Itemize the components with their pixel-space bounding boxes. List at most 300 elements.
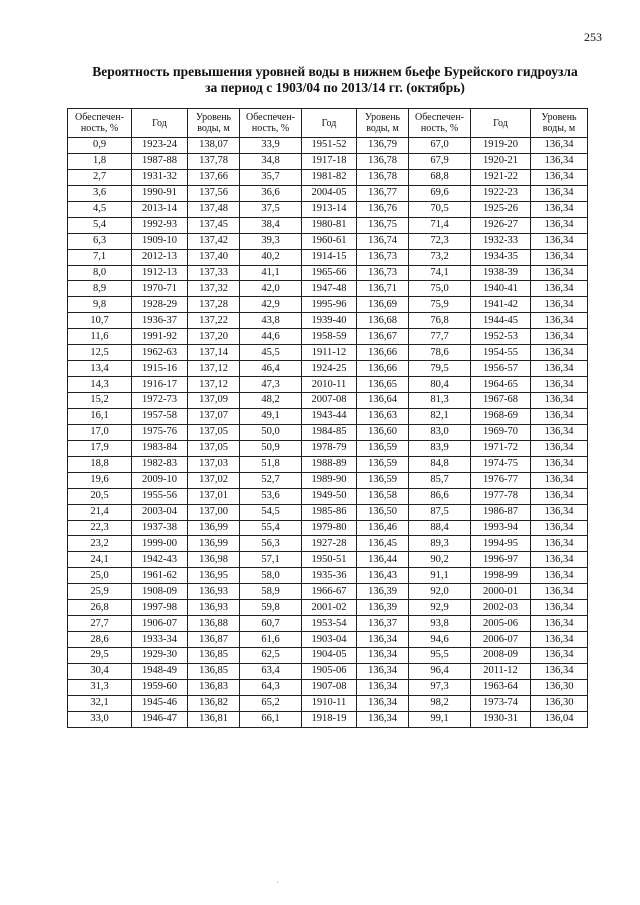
header-level-1: Уровень воды, м: [188, 109, 240, 138]
level-cell: 137,66: [188, 169, 240, 185]
level-cell: 136,99: [188, 520, 240, 536]
probability-cell: 52,7: [240, 472, 302, 488]
year-cell: 1995-96: [302, 297, 357, 313]
probability-cell: 99,1: [409, 711, 471, 727]
probability-cell: 93,8: [409, 616, 471, 632]
level-cell: 137,32: [188, 281, 240, 297]
probability-cell: 35,7: [240, 169, 302, 185]
table-header-row: [68, 109, 588, 138]
year-cell: 1904-05: [302, 648, 357, 664]
probability-cell: 1,8: [68, 153, 132, 169]
level-cell: 136,44: [357, 552, 409, 568]
probability-cell: 87,5: [409, 504, 471, 520]
probability-cell: 23,2: [68, 536, 132, 552]
probability-cell: 69,6: [409, 185, 471, 201]
probability-cell: 49,1: [240, 408, 302, 424]
level-cell: 136,34: [531, 440, 588, 456]
probability-cell: 70,5: [409, 201, 471, 217]
table-row: [68, 201, 588, 217]
header-probability-2: Обеспечен-ность, %: [240, 109, 302, 138]
year-cell: 2007-08: [302, 393, 357, 409]
year-cell: 1972-73: [132, 393, 188, 409]
year-cell: 1940-41: [471, 281, 531, 297]
table-row: [68, 345, 588, 361]
header-year-2: Год: [302, 109, 357, 138]
probability-cell: 92,9: [409, 600, 471, 616]
level-cell: 136,34: [531, 169, 588, 185]
probability-cell: 20,5: [68, 488, 132, 504]
probability-cell: 81,3: [409, 393, 471, 409]
level-cell: 137,14: [188, 345, 240, 361]
year-cell: 1957-58: [132, 408, 188, 424]
level-cell: 137,40: [188, 249, 240, 265]
header-level-3: Уровень воды, м: [531, 109, 588, 138]
probability-cell: 55,4: [240, 520, 302, 536]
table-row: [68, 440, 588, 456]
level-cell: 136,78: [357, 169, 409, 185]
table-row: [68, 695, 588, 711]
year-cell: 1976-77: [471, 472, 531, 488]
level-cell: 136,34: [531, 185, 588, 201]
probability-cell: 8,0: [68, 265, 132, 281]
year-cell: 2013-14: [132, 201, 188, 217]
year-cell: 2005-06: [471, 616, 531, 632]
level-cell: 136,34: [531, 153, 588, 169]
level-cell: 136,74: [357, 233, 409, 249]
table-row: [68, 169, 588, 185]
level-cell: 136,93: [188, 584, 240, 600]
year-cell: 1916-17: [132, 377, 188, 393]
year-cell: 1951-52: [302, 138, 357, 154]
probability-cell: 50,0: [240, 424, 302, 440]
probability-cell: 33,0: [68, 711, 132, 727]
level-cell: 137,33: [188, 265, 240, 281]
table-row: [68, 488, 588, 504]
level-cell: 136,78: [357, 153, 409, 169]
year-cell: 1910-11: [302, 695, 357, 711]
probability-cell: 44,6: [240, 329, 302, 345]
year-cell: 1964-65: [471, 377, 531, 393]
probability-cell: 8,9: [68, 281, 132, 297]
level-cell: 136,34: [531, 632, 588, 648]
level-cell: 136,87: [188, 632, 240, 648]
probability-cell: 36,6: [240, 185, 302, 201]
level-cell: 136,81: [188, 711, 240, 727]
probability-cell: 66,1: [240, 711, 302, 727]
year-cell: 1908-09: [132, 584, 188, 600]
probability-cell: 97,3: [409, 679, 471, 695]
probability-cell: 11,6: [68, 329, 132, 345]
probability-cell: 94,6: [409, 632, 471, 648]
level-cell: 136,34: [531, 138, 588, 154]
year-cell: 1962-63: [132, 345, 188, 361]
year-cell: 1990-91: [132, 185, 188, 201]
table-row: [68, 138, 588, 154]
level-cell: 137,05: [188, 424, 240, 440]
table-row: [68, 393, 588, 409]
year-cell: 1913-14: [302, 201, 357, 217]
year-cell: 1925-26: [471, 201, 531, 217]
year-cell: 1931-32: [132, 169, 188, 185]
probability-cell: 48,2: [240, 393, 302, 409]
level-cell: 136,50: [357, 504, 409, 520]
year-cell: 1961-62: [132, 568, 188, 584]
probability-cell: 34,8: [240, 153, 302, 169]
probability-cell: 50,9: [240, 440, 302, 456]
level-cell: 136,60: [357, 424, 409, 440]
probability-cell: 51,8: [240, 456, 302, 472]
probability-cell: 75,0: [409, 281, 471, 297]
probability-cell: 74,1: [409, 265, 471, 281]
year-cell: 1930-31: [471, 711, 531, 727]
year-cell: 1966-67: [302, 584, 357, 600]
probability-cell: 0,9: [68, 138, 132, 154]
level-cell: 136,34: [531, 265, 588, 281]
level-cell: 136,34: [531, 233, 588, 249]
year-cell: 2003-04: [132, 504, 188, 520]
level-cell: 136,59: [357, 456, 409, 472]
level-cell: 136,34: [531, 552, 588, 568]
table-row: [68, 313, 588, 329]
table-row: [68, 361, 588, 377]
year-cell: 1958-59: [302, 329, 357, 345]
table-row: [68, 711, 588, 727]
probability-cell: 16,1: [68, 408, 132, 424]
table-row: [68, 584, 588, 600]
probability-cell: 42,9: [240, 297, 302, 313]
year-cell: 2010-11: [302, 377, 357, 393]
year-cell: 1971-72: [471, 440, 531, 456]
level-cell: 136,34: [357, 648, 409, 664]
level-cell: 137,42: [188, 233, 240, 249]
year-cell: 1917-18: [302, 153, 357, 169]
level-cell: 136,34: [531, 520, 588, 536]
table-row: [68, 472, 588, 488]
year-cell: 1929-30: [132, 648, 188, 664]
year-cell: 1922-23: [471, 185, 531, 201]
level-cell: 136,82: [188, 695, 240, 711]
year-cell: 1932-33: [471, 233, 531, 249]
table-row: [68, 663, 588, 679]
probability-cell: 10,7: [68, 313, 132, 329]
level-cell: 136,04: [531, 711, 588, 727]
probability-cell: 26,8: [68, 600, 132, 616]
probability-cell: 90,2: [409, 552, 471, 568]
level-cell: 136,34: [531, 297, 588, 313]
year-cell: 1984-85: [302, 424, 357, 440]
year-cell: 1977-78: [471, 488, 531, 504]
year-cell: 1991-92: [132, 329, 188, 345]
probability-cell: 59,8: [240, 600, 302, 616]
year-cell: 1999-00: [132, 536, 188, 552]
level-cell: 136,63: [357, 408, 409, 424]
table-row: [68, 153, 588, 169]
year-cell: 1969-70: [471, 424, 531, 440]
probability-cell: 96,4: [409, 663, 471, 679]
year-cell: 1909-10: [132, 233, 188, 249]
year-cell: 1911-12: [302, 345, 357, 361]
level-cell: 136,45: [357, 536, 409, 552]
probability-cell: 3,6: [68, 185, 132, 201]
probability-cell: 89,3: [409, 536, 471, 552]
level-cell: 137,00: [188, 504, 240, 520]
level-cell: 136,34: [531, 584, 588, 600]
table-row: [68, 408, 588, 424]
level-cell: 136,65: [357, 377, 409, 393]
level-cell: 136,34: [531, 313, 588, 329]
level-cell: 137,03: [188, 456, 240, 472]
year-cell: 1944-45: [471, 313, 531, 329]
year-cell: 1956-57: [471, 361, 531, 377]
probability-cell: 85,7: [409, 472, 471, 488]
level-cell: 136,39: [357, 600, 409, 616]
level-cell: 136,30: [531, 695, 588, 711]
level-cell: 137,48: [188, 201, 240, 217]
level-cell: 136,34: [531, 281, 588, 297]
year-cell: 1903-04: [302, 632, 357, 648]
probability-cell: 32,1: [68, 695, 132, 711]
level-cell: 137,56: [188, 185, 240, 201]
header-level-2: Уровень воды, м: [357, 109, 409, 138]
probability-cell: 91,1: [409, 568, 471, 584]
table-row: [68, 568, 588, 584]
probability-cell: 67,9: [409, 153, 471, 169]
year-cell: 1937-38: [132, 520, 188, 536]
level-cell: 136,34: [531, 600, 588, 616]
year-cell: 1920-21: [471, 153, 531, 169]
level-cell: 136,64: [357, 393, 409, 409]
year-cell: 1992-93: [132, 217, 188, 233]
probability-cell: 24,1: [68, 552, 132, 568]
page-title: [90, 64, 580, 96]
title-line-2: за период с 1903/04 по 2013/14 гг. (октябрь): [205, 80, 465, 95]
year-cell: 1975-76: [132, 424, 188, 440]
table-row: [68, 616, 588, 632]
year-cell: 2009-10: [132, 472, 188, 488]
level-cell: 137,78: [188, 153, 240, 169]
level-cell: 136,58: [357, 488, 409, 504]
probability-cell: 39,3: [240, 233, 302, 249]
year-cell: 1918-19: [302, 711, 357, 727]
year-cell: 1906-07: [132, 616, 188, 632]
year-cell: 1921-22: [471, 169, 531, 185]
probability-cell: 2,7: [68, 169, 132, 185]
probability-cell: 17,9: [68, 440, 132, 456]
probability-cell: 73,2: [409, 249, 471, 265]
level-cell: 136,37: [357, 616, 409, 632]
level-cell: 137,28: [188, 297, 240, 313]
year-cell: 1924-25: [302, 361, 357, 377]
table-row: [68, 233, 588, 249]
level-cell: 137,20: [188, 329, 240, 345]
level-cell: 136,93: [188, 600, 240, 616]
probability-cell: 47,3: [240, 377, 302, 393]
probability-cell: 58,9: [240, 584, 302, 600]
level-cell: 136,34: [357, 632, 409, 648]
probability-cell: 54,5: [240, 504, 302, 520]
level-cell: 136,67: [357, 329, 409, 345]
level-cell: 136,73: [357, 249, 409, 265]
probability-cell: 84,8: [409, 456, 471, 472]
level-cell: 137,12: [188, 361, 240, 377]
year-cell: 1998-99: [471, 568, 531, 584]
probability-cell: 45,5: [240, 345, 302, 361]
table-row: [68, 456, 588, 472]
table-row: [68, 648, 588, 664]
year-cell: 1981-82: [302, 169, 357, 185]
table-row: [68, 377, 588, 393]
level-cell: 136,34: [531, 329, 588, 345]
probability-cell: 15,2: [68, 393, 132, 409]
probability-cell: 18,8: [68, 456, 132, 472]
year-cell: 1974-75: [471, 456, 531, 472]
level-cell: 136,98: [188, 552, 240, 568]
probability-cell: 29,5: [68, 648, 132, 664]
year-cell: 1996-97: [471, 552, 531, 568]
level-cell: 136,71: [357, 281, 409, 297]
probability-cell: 7,1: [68, 249, 132, 265]
year-cell: 1953-54: [302, 616, 357, 632]
probability-cell: 62,5: [240, 648, 302, 664]
table-row: [68, 632, 588, 648]
probability-cell: 58,0: [240, 568, 302, 584]
year-cell: 1978-79: [302, 440, 357, 456]
level-cell: 136,39: [357, 584, 409, 600]
year-cell: 1943-44: [302, 408, 357, 424]
level-cell: 138,07: [188, 138, 240, 154]
probability-cell: 77,7: [409, 329, 471, 345]
table-row: [68, 520, 588, 536]
year-cell: 1979-80: [302, 520, 357, 536]
header-year-1: Год: [132, 109, 188, 138]
title-line-1: Вероятность превышения уровней воды в нижнем бьефе Бурейского гидроузла: [92, 64, 578, 79]
level-cell: 137,12: [188, 377, 240, 393]
year-cell: 2008-09: [471, 648, 531, 664]
level-cell: 136,34: [531, 472, 588, 488]
table-row: [68, 504, 588, 520]
level-cell: 137,01: [188, 488, 240, 504]
year-cell: 1960-61: [302, 233, 357, 249]
level-cell: 136,85: [188, 663, 240, 679]
probability-cell: 76,8: [409, 313, 471, 329]
year-cell: 2000-01: [471, 584, 531, 600]
level-cell: 137,45: [188, 217, 240, 233]
probability-cell: 28,6: [68, 632, 132, 648]
level-cell: 136,34: [531, 536, 588, 552]
probability-cell: 38,4: [240, 217, 302, 233]
level-cell: 136,34: [531, 377, 588, 393]
year-cell: 1988-89: [302, 456, 357, 472]
probability-cell: 67,0: [409, 138, 471, 154]
probability-cell: 98,2: [409, 695, 471, 711]
level-cell: 136,99: [188, 536, 240, 552]
probability-cell: 65,2: [240, 695, 302, 711]
year-cell: 1915-16: [132, 361, 188, 377]
probability-cell: 14,3: [68, 377, 132, 393]
level-cell: 136,34: [531, 568, 588, 584]
probability-cell: 6,3: [68, 233, 132, 249]
year-cell: 1946-47: [132, 711, 188, 727]
year-cell: 1985-86: [302, 504, 357, 520]
level-cell: 136,59: [357, 472, 409, 488]
probability-cell: 5,4: [68, 217, 132, 233]
level-cell: 136,34: [531, 648, 588, 664]
level-cell: 136,85: [188, 648, 240, 664]
probability-cell: 60,7: [240, 616, 302, 632]
year-cell: 1948-49: [132, 663, 188, 679]
probability-cell: 75,9: [409, 297, 471, 313]
level-cell: 136,34: [357, 663, 409, 679]
level-cell: 136,34: [357, 695, 409, 711]
year-cell: 1989-90: [302, 472, 357, 488]
probability-cell: 17,0: [68, 424, 132, 440]
probability-cell: 42,0: [240, 281, 302, 297]
year-cell: 1923-24: [132, 138, 188, 154]
table-body: [68, 138, 588, 728]
probability-cell: 37,5: [240, 201, 302, 217]
year-cell: 2012-13: [132, 249, 188, 265]
year-cell: 1993-94: [471, 520, 531, 536]
probability-cell: 13,4: [68, 361, 132, 377]
page-number: 253: [584, 30, 602, 44]
level-cell: 136,75: [357, 217, 409, 233]
year-cell: 1968-69: [471, 408, 531, 424]
table-row: [68, 297, 588, 313]
probability-cell: 72,3: [409, 233, 471, 249]
year-cell: 1919-20: [471, 138, 531, 154]
year-cell: 1973-74: [471, 695, 531, 711]
probability-cell: 22,3: [68, 520, 132, 536]
probability-cell: 82,1: [409, 408, 471, 424]
table-row: [68, 265, 588, 281]
level-cell: 136,88: [188, 616, 240, 632]
year-cell: 1934-35: [471, 249, 531, 265]
probability-cell: 41,1: [240, 265, 302, 281]
year-cell: 1952-53: [471, 329, 531, 345]
level-cell: 136,34: [531, 663, 588, 679]
level-cell: 136,59: [357, 440, 409, 456]
probability-cell: 30,4: [68, 663, 132, 679]
year-cell: 1927-28: [302, 536, 357, 552]
level-cell: 136,34: [531, 424, 588, 440]
year-cell: 1963-64: [471, 679, 531, 695]
probability-cell: 61,6: [240, 632, 302, 648]
probability-cell: 40,2: [240, 249, 302, 265]
year-cell: 1986-87: [471, 504, 531, 520]
table-row: [68, 281, 588, 297]
probability-cell: 25,9: [68, 584, 132, 600]
probability-cell: 33,9: [240, 138, 302, 154]
year-cell: 1955-56: [132, 488, 188, 504]
scan-dot: ·: [276, 878, 279, 887]
table-row: [68, 536, 588, 552]
year-cell: 1967-68: [471, 393, 531, 409]
probability-cell: 27,7: [68, 616, 132, 632]
level-cell: 136,69: [357, 297, 409, 313]
probability-cell: 21,4: [68, 504, 132, 520]
level-cell: 136,66: [357, 345, 409, 361]
year-cell: 1954-55: [471, 345, 531, 361]
level-cell: 137,05: [188, 440, 240, 456]
probability-cell: 4,5: [68, 201, 132, 217]
probability-cell: 12,5: [68, 345, 132, 361]
level-cell: 136,73: [357, 265, 409, 281]
year-cell: 1945-46: [132, 695, 188, 711]
table-row: [68, 552, 588, 568]
level-cell: 136,34: [531, 201, 588, 217]
table-row: [68, 329, 588, 345]
level-cell: 136,34: [531, 456, 588, 472]
